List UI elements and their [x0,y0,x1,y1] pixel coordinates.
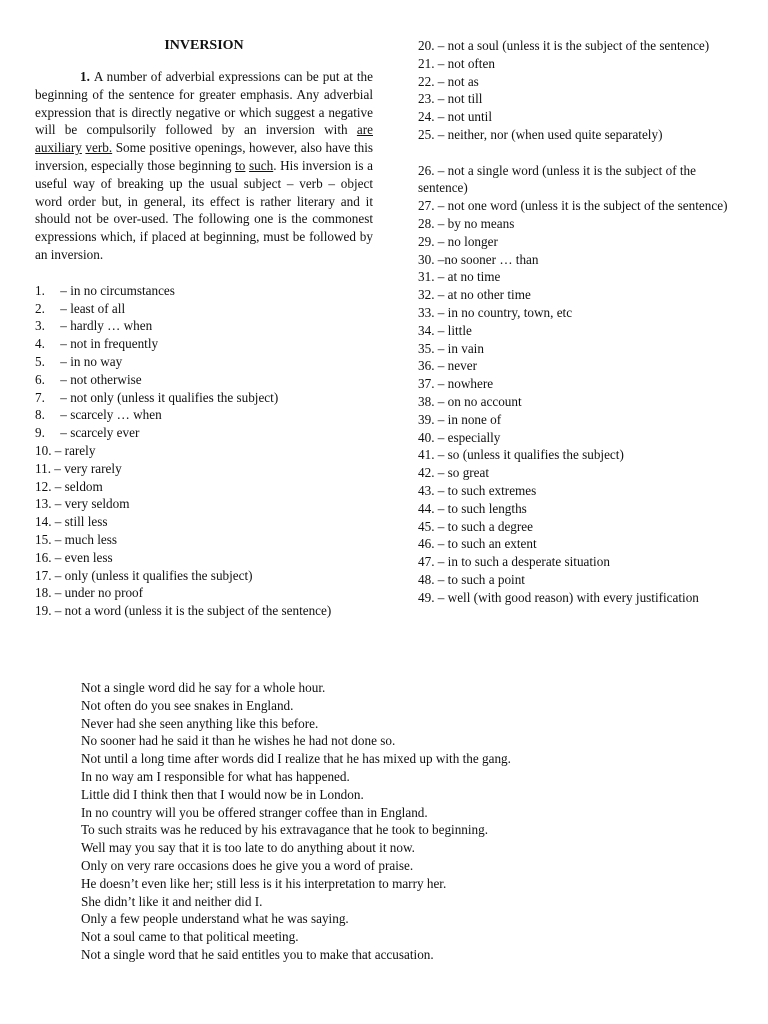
example-sentence: No sooner had he said it than he wishes he had not done so. [81,733,396,749]
item-number: 24. [418,109,435,125]
list-item [418,268,738,286]
list-item [35,495,373,513]
item-number: 32. [418,287,435,303]
example-sentence: Only on very rare occasions does he give you a word of praise. [81,857,414,873]
item-text: – under no proof [54,585,144,601]
item-text: – well (with good reason) with every justification [437,589,699,605]
example-sentence: Not often do you see snakes in England. [81,697,294,713]
list-item [418,482,738,500]
list-item [418,197,738,215]
intro-paragraph [35,68,373,264]
item-number: 17. [35,567,52,583]
item-number: 31. [418,269,435,285]
item-text: – much less [54,531,118,547]
item-text: – so great [437,465,490,481]
item-number: 20. [418,38,435,53]
list-item [418,162,738,198]
item-number: 30. [418,251,435,267]
item-text: – neither, nor (when used quite separately) [437,126,663,142]
item-number: 7. [35,389,45,405]
item-number: 45. [418,518,435,534]
example-sentence: Only a few people understand what he was saying. [81,911,349,927]
item-number: 48. [418,571,435,587]
item-text: – scarcely ever [60,425,140,441]
list-item [418,126,738,144]
item-text: – to such a degree [437,518,533,534]
item-text: – not till [437,91,483,107]
item-text: – in vain [437,340,484,356]
intro-text-2: Some positive openings, however, also have this inversion, especially those beginning [35,140,374,173]
item-number: 26. [418,162,435,178]
item-text: – in no way [60,353,123,369]
item-number: 40. [418,429,435,445]
list-item [418,553,738,571]
item-text: – on no account [437,393,522,409]
item-number: 37. [418,376,435,392]
underlined-auxiliary: auxiliary [35,140,82,156]
list-item [418,251,738,269]
example-sentence: He doesn’t even like her; still less is it his interpretation to marry her. [81,875,447,891]
example-sentence: In no country will you be offered stranger coffee than in England. [81,804,428,820]
list-item [418,429,738,447]
item-text: – at no time [437,269,501,285]
item-text: – especially [437,429,501,445]
item-text: – never [437,358,477,374]
list-item [35,282,373,300]
item-number: 15. [35,531,52,547]
item-number: 11. [35,460,51,476]
left-column [35,37,373,620]
section-number: 1. [80,69,90,84]
underlined-verb: verb. [85,140,113,156]
list-item [35,513,373,531]
list-item [418,90,738,108]
list-item [35,300,373,318]
underlined-are: are [356,122,373,138]
item-number: 22. [418,73,435,89]
list-item [418,357,738,375]
underlined-to: to [235,157,246,173]
expression-list-left [35,282,373,620]
item-text: – not a word (unless it is the subject of the sentence) [54,603,332,619]
item-number: 28. [418,215,435,231]
item-number: 23. [418,91,435,107]
example-sentence: To such straits was he reduced by his extravagance that he took to beginning. [81,822,489,838]
item-text: – to such extremes [437,482,537,498]
right-column [418,37,738,607]
list-item [35,406,373,424]
list-item [35,371,373,389]
expression-list-right-a [418,37,738,144]
example-sentence: Not a soul came to that political meeting. [81,929,299,945]
item-number: 4. [35,336,45,352]
item-number: 27. [418,198,435,214]
list-item [35,335,373,353]
item-number: 46. [418,536,435,552]
item-text: – seldom [54,478,103,494]
item-text: – in no country, town, etc [437,304,573,320]
item-text: – still less [54,514,108,530]
list-item [418,215,738,233]
item-number: 43. [418,482,435,498]
item-text: – no longer [437,233,498,249]
item-text: – not in frequently [60,336,159,352]
item-number: 41. [418,447,435,463]
item-text: – scarcely … when [60,407,162,423]
item-text: – to such a point [437,571,525,587]
item-text: – not as [437,73,479,89]
list-item [35,549,373,567]
list-item [418,464,738,482]
list-spacer [418,144,738,162]
item-text: – not one word (unless it is the subject of the sentence) [437,198,728,214]
item-text: – not only (unless it qualifies the subject) [60,389,279,405]
list-item [418,518,738,536]
item-number: 33. [418,304,435,320]
example-sentence: In no way am I responsible for what has happened. [81,768,350,784]
list-item [35,442,373,460]
item-text: – so (unless it qualifies the subject) [437,447,624,463]
list-item [35,389,373,407]
item-number: 36. [418,358,435,374]
list-item [418,233,738,251]
list-item [35,478,373,496]
item-number: 2. [35,300,45,316]
example-sentence: Not a single word that he said entitles you to make that accusation. [81,946,434,962]
item-number: 3. [35,318,45,334]
list-item [418,411,738,429]
example-sentences [81,679,721,964]
item-text: – very rarely [54,460,122,476]
intro-text-3: . His inversion is a useful way of breaking up the usual subject – verb – object word order but, in general, its effect is rather literary and it should not be over-used. The following one is the commonest expressions which, if placed at beginning, must be followed by an inversion. [35,157,374,262]
item-number: 35. [418,340,435,356]
list-item [418,535,738,553]
underlined-such: such [249,157,274,173]
item-number: 25. [418,126,435,142]
item-text: – not a soul (unless it is the subject of the sentence) [437,38,710,53]
list-item [418,55,738,73]
item-number: 5. [35,353,45,369]
item-number: 49. [418,589,435,605]
list-item [35,317,373,335]
item-text: – not often [437,55,495,71]
list-item [35,584,373,602]
item-number: 39. [418,411,435,427]
item-text: – even less [54,549,113,565]
item-number: 42. [418,465,435,481]
item-number: 29. [418,233,435,249]
example-sentence: She didn’t like it and neither did I. [81,893,263,909]
example-sentence: Not until a long time after words did I realize that he has mixed up with the gang. [81,751,511,767]
item-number: 38. [418,393,435,409]
item-number: 44. [418,500,435,516]
list-item [418,571,738,589]
intro-text-1: A number of adverbial expressions can be put at the beginning of the sentence for greater emphasis. Any adverbial expression that is directly negative or which suggest a negative will be compulsorily followed by an inversion with [35,69,373,138]
item-text: – to such an extent [437,536,537,552]
list-item [35,602,373,620]
item-text: – by no means [437,215,515,231]
list-item [418,446,738,464]
list-item [418,589,738,607]
item-number: 12. [35,478,52,494]
list-item [418,286,738,304]
list-item [418,73,738,91]
item-text: –no sooner … than [437,251,539,267]
example-sentence: Not a single word did he say for a whole hour. [81,680,326,695]
list-item [35,460,373,478]
item-number: 34. [418,322,435,338]
item-number: 9. [35,425,45,441]
item-text: – in none of [437,411,502,427]
expression-list-right-b [418,162,738,607]
list-item [418,37,738,55]
item-number: 6. [35,371,45,387]
item-text: – in to such a desperate situation [437,554,610,570]
item-text: – only (unless it qualifies the subject) [54,567,253,583]
item-number: 8. [35,407,45,423]
item-text: – very seldom [54,496,130,512]
item-text: – nowhere [437,376,494,392]
item-number: 14. [35,514,52,530]
item-number: 16. [35,549,52,565]
item-text: – not otherwise [60,371,142,387]
list-item [418,500,738,518]
list-item [35,531,373,549]
item-number: 18. [35,585,52,601]
list-item [418,375,738,393]
item-number: 1. [35,282,45,298]
item-number: 13. [35,496,52,512]
item-text: – to such lengths [437,500,527,516]
item-number: 47. [418,554,435,570]
list-item [35,567,373,585]
item-text: – least of all [60,300,126,316]
list-item [418,393,738,411]
item-number: 19. [35,603,52,619]
item-text: – little [437,322,472,338]
list-item [418,304,738,322]
item-text: – at no other time [437,287,531,303]
page-title: INVERSION [164,38,244,53]
list-item [35,424,373,442]
example-sentence: Little did I think then that I would now be in London. [81,786,364,802]
example-sentence: Never had she seen anything like this before. [81,715,319,731]
item-text: – rarely [54,442,96,458]
list-item [418,340,738,358]
item-text: – not until [437,109,492,125]
item-text: – hardly … when [60,318,153,334]
item-number: 21. [418,55,435,71]
list-item [418,108,738,126]
example-sentence: Well may you say that it is too late to do anything about it now. [81,840,415,856]
item-number: 10. [35,442,52,458]
list-item [418,322,738,340]
list-item [35,353,373,371]
item-text: – not a single word (unless it is the subject of the sentence) [418,162,696,196]
item-text: – in no circumstances [60,282,175,298]
